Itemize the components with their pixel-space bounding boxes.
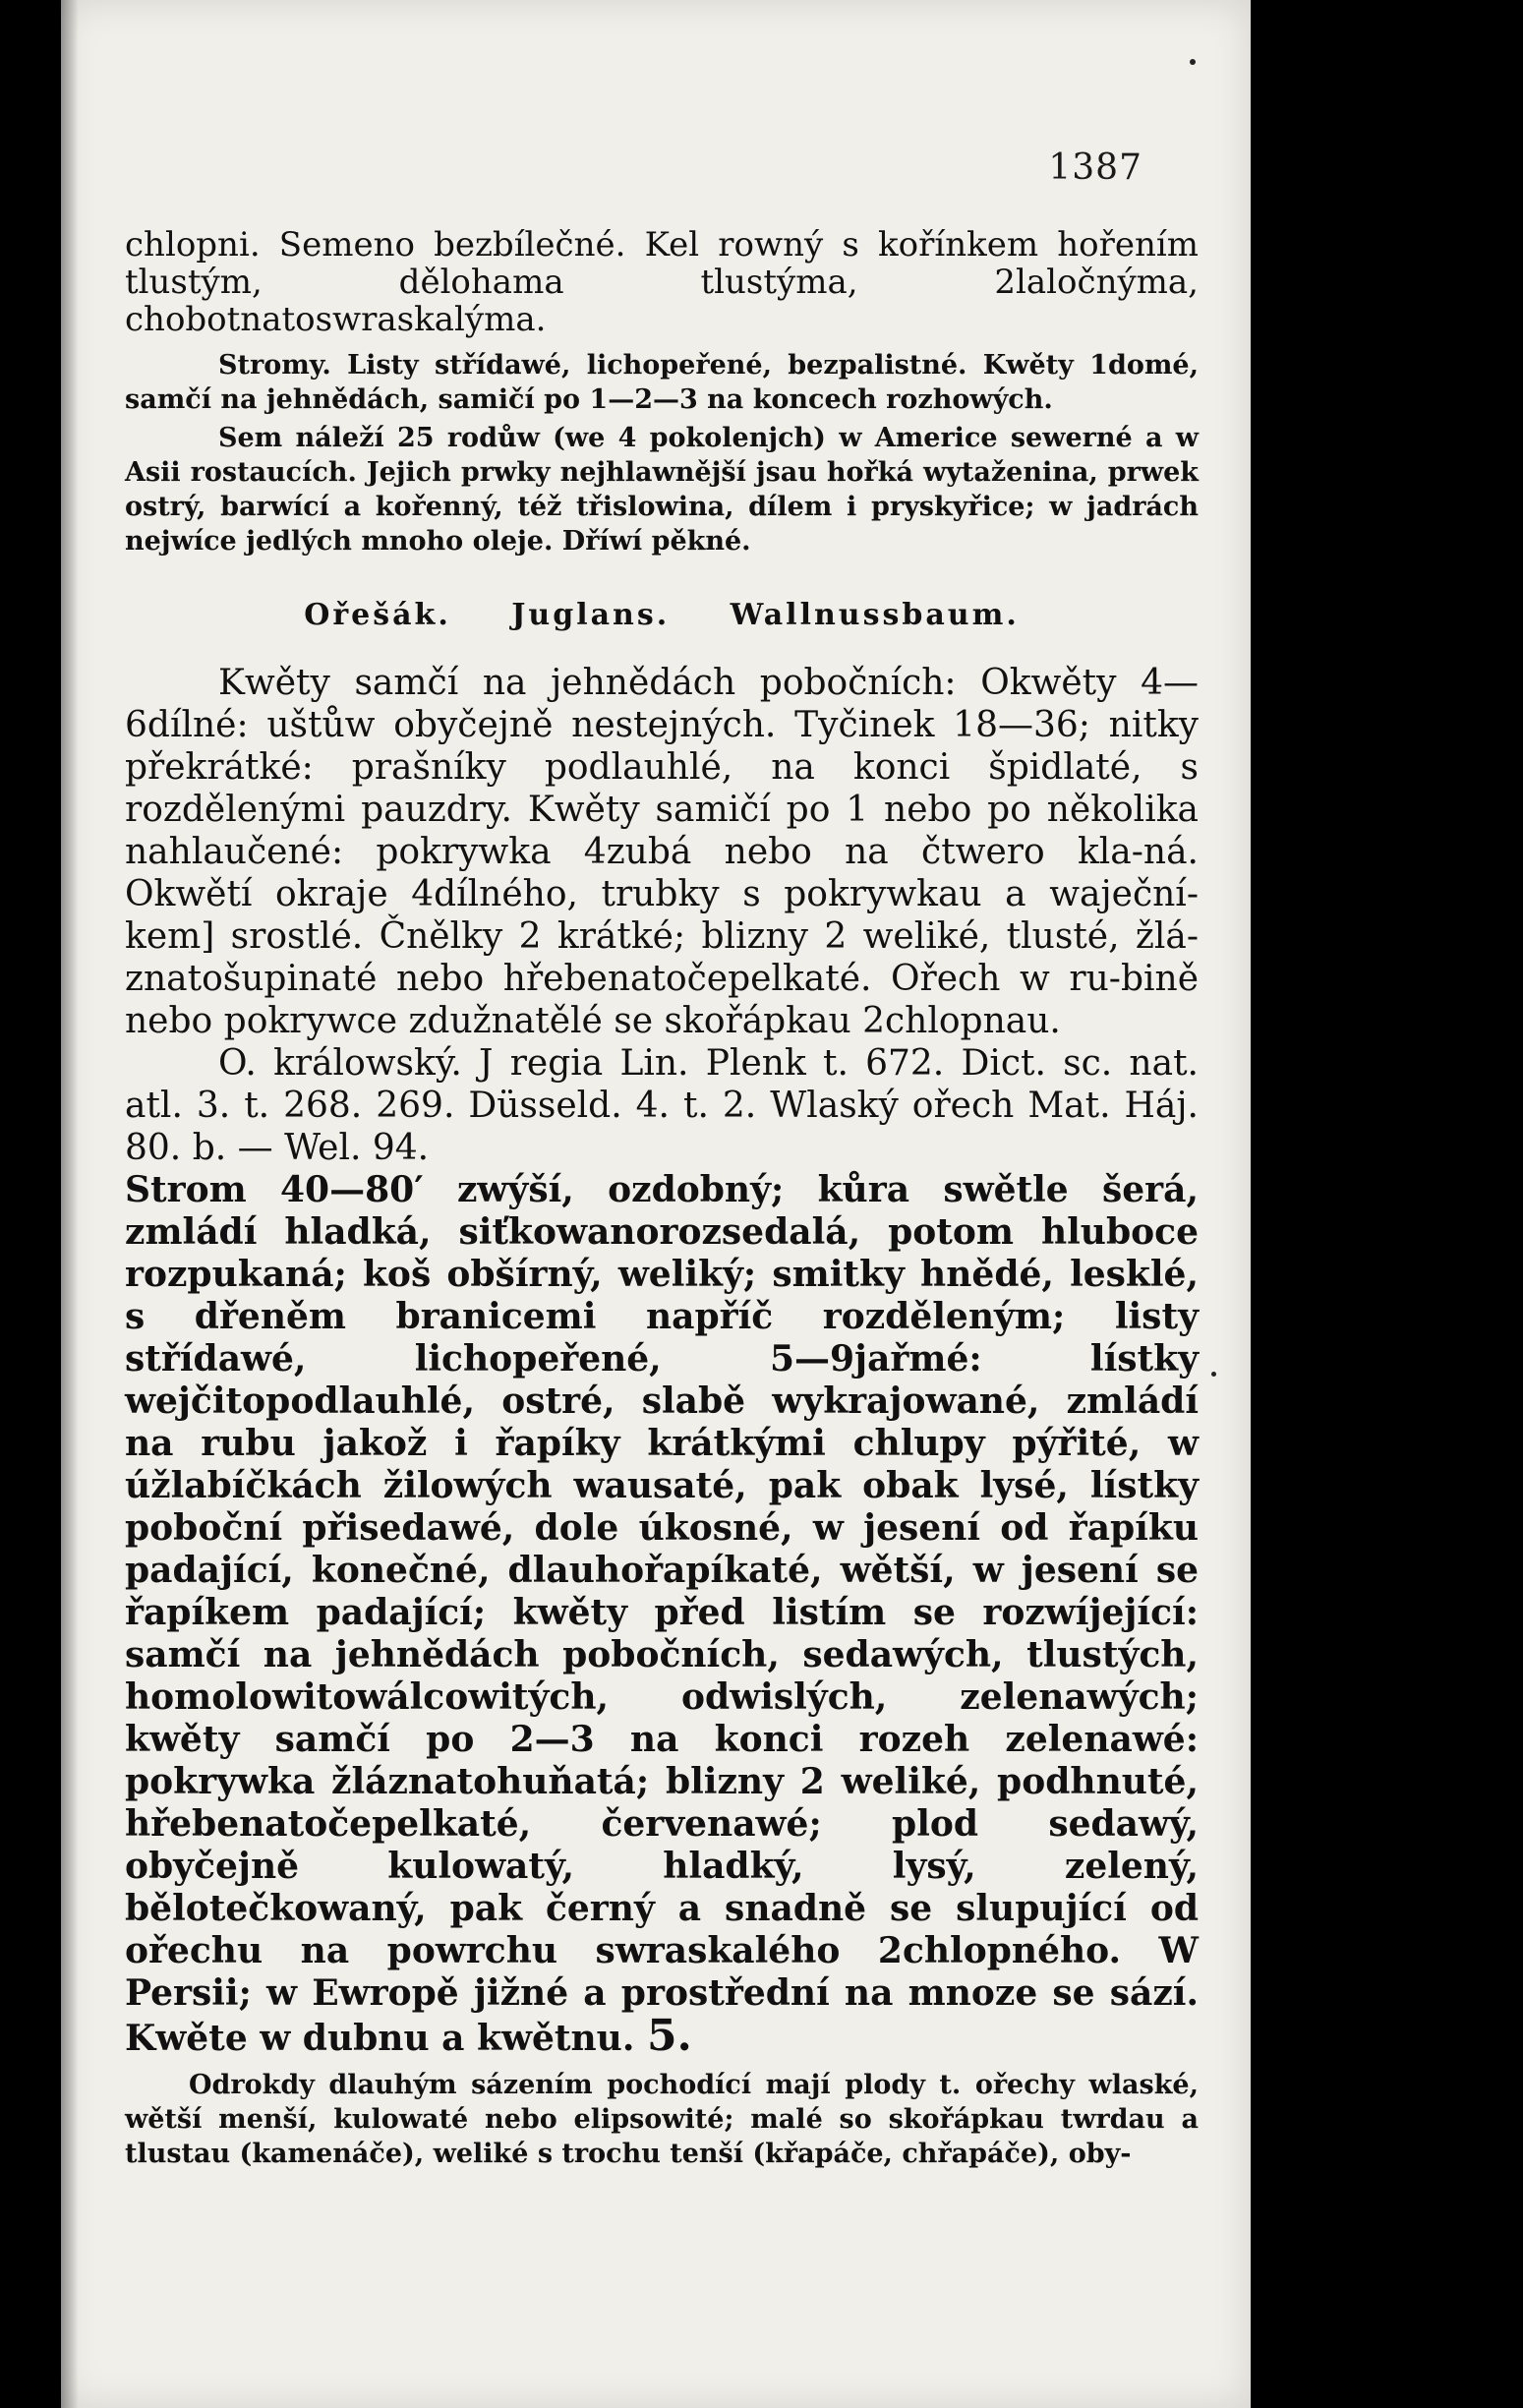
family-characters: Stromy. Listy střídawé, lichopeřené, bezpalistné. Kwěty 1domé, samčí na jehnědách, samičí po 1—2—3 na koncech rozhowých. bbox=[125, 350, 1199, 415]
species-mark: 5. bbox=[646, 2011, 692, 2061]
genus-heading bbox=[125, 598, 1199, 632]
species-description-text: Strom 40—80′ zwýší, ozdobný; kůra swětle šerá, zmládí hladká, siťkowanorozsedalá, potom hluboce rozpukaná; koš obšírný, weliký; smitky hnědé, lesklé, s dřeněm branicemi napříč rozděleným; listy střídawé, lichopeřené, 5—9jařmé: lístky wejčitopodlauhlé, ostré, slabě wykrajowané, zmládí na rubu jakož i řapíky krátkými chlupy pýřité, w úžlabíčkách žilowých wausaté, pak obak lysé, lístky poboční přisedawé, dole úkosné, w jesení od řapíku padající, konečné, dlauhořapíkaté, wětší, w jesení se řapíkem padající; kwěty před listím se rozwíjející: samčí na jehnědách pobočních, sedawých, tlustých, homolowitowálcowitých, odwislých, zelenawých; kwěty samčí po 2—3 na konci rozeh zelenawé: pokrywka žláznatohuňatá; blizny 2 weliké, podhnuté, hřebenatočepelkaté, červenawé; plod sedawý, obyčejně kulowatý, hladký, lysý, zelený, bělotečkowaný, pak černý a snadně se slupující od ořechu na powrchu swraskalého 2chlopného. W Persii; w Ewropě jižné a prostřední na mnoze se sází. Kwěte w dubnu a kwětnu. bbox=[125, 1169, 1199, 2059]
genus-czech: Ořešák. bbox=[304, 598, 451, 632]
genus-description: Kwěty samčí na jehnědách pobočních: Okwěty 4—6dílné: uštůw obyčejně nestejných. Tyčinek 18—36; nitky překrátké: prašníky podlauhlé, na konci špidlaté, s rozdělenými pauzdry. Kwěty samičí po 1 nebo po několika nahlaučené: pokrywka 4zubá nebo na čtwero kla-ná. Okwětí okraje 4dílného, trubky s pokrywkau a waječní-kem] srostlé. Čnělky 2 krátké; blizny 2 weliké, tlusté, žlá-znatošupinaté nebo hřebenatočepelkaté. Ořech w ru-bině nebo pokrywce zdužnatělé se skořápkau 2chlopnau. bbox=[125, 663, 1199, 1041]
book-page bbox=[61, 0, 1251, 2408]
family-notes: Sem náleží 25 rodůw (we 4 pokolenjch) w Americe sewerné a w Asii rostaucích. Jejich prwky nejhlawnější jsau hořká wytaženina, prwek ostrý, barwící a kořenný, též třislowina, dílem i pryskyřice; w jadrách nejwíce jedlých mnoho oleje. Dříwí pěkné. bbox=[125, 423, 1199, 557]
page-number: 1387 bbox=[1048, 147, 1142, 188]
genus-german: Wallnussbaum. bbox=[730, 598, 1020, 632]
intro-paragraph: chlopni. Semeno bezbílečné. Kel rowný s kořínkem hořením tlustým, dělohama tlustýma, 2laločnýma, chobotnatoswraskalýma. bbox=[125, 225, 1199, 339]
footnote: Odrokdy dlauhým sázením pochodící mají plody t. ořechy wlaské, wětší menší, kulowaté nebo elipsowité; malé so skořápkau twrdau a tlustau (kamenáče), weliké s trochu tenší (křapáče, chřapáče), oby- bbox=[125, 2070, 1199, 2169]
gutter-shadow bbox=[61, 0, 79, 2408]
page-text bbox=[125, 226, 1199, 2171]
ink-speck bbox=[1190, 59, 1196, 65]
species-name: O. králowský. J regia Lin. Plenk t. 672. Dict. sc. nat. atl. 3. t. 268. 269. Düsseld. 4. t. 2. Wlaský ořech Mat. Háj. 80. b. — Wel. 94. bbox=[125, 1043, 1199, 1168]
genus-latin: Juglans. bbox=[511, 598, 671, 632]
ink-speck bbox=[1211, 1372, 1216, 1377]
species-description bbox=[125, 1169, 1199, 2060]
